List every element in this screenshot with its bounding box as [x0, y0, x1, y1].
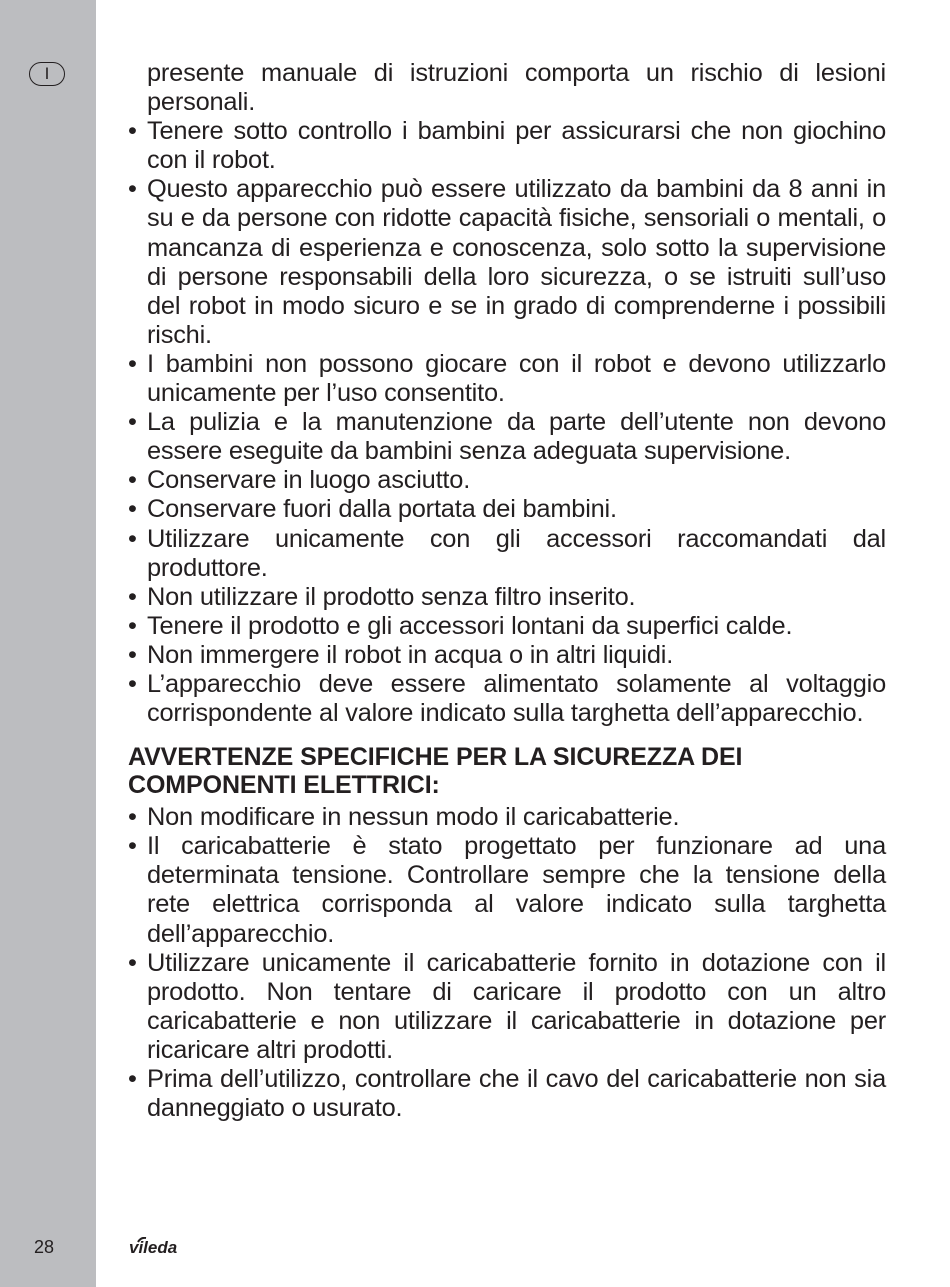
electrical-item-text: Il caricabatterie è stato progettato per funzionare ad una determinata tensione. Controllare sempre che la tensione della rete elettrica corrisponda al valore indicato sulla targhetta dell’apparecchio. [147, 832, 886, 948]
electrical-item [128, 1065, 886, 1123]
section-title-electrical: AVVERTENZE SPECIFICHE PER LA SICUREZZA DEI COMPONENTI ELETTRICI: [128, 743, 743, 800]
bullet-icon: • [128, 524, 137, 553]
bullet-icon: • [128, 582, 137, 611]
electrical-list [128, 803, 886, 1123]
bullet-icon: • [128, 495, 137, 524]
electrical-item [128, 832, 886, 948]
safety-item [128, 466, 886, 495]
bullet-icon: • [128, 175, 137, 204]
safety-item-text: Tenere il prodotto e gli accessori lontani da superfici calde. [147, 611, 793, 640]
electrical-item-text: Utilizzare unicamente il caricabatterie fornito in dotazione con il prodotto. Non tentare di caricare il prodotto con un altro caricabatterie e non utilizzare il caricabatterie in dotazione per ricaricare altri prodotti. [147, 948, 886, 1064]
safety-item-text: Non utilizzare il prodotto senza filtro inserito. [147, 582, 636, 611]
safety-item [128, 583, 886, 612]
logo-text: vileda [129, 1238, 178, 1257]
bullet-icon: • [128, 1065, 137, 1093]
safety-item [128, 117, 886, 175]
safety-item [128, 350, 886, 408]
page-number: 28 [34, 1237, 55, 1257]
safety-item-text: Questo apparecchio può essere utilizzato da bambini da 8 anni in su e da persone con ridotte capacità fisiche, sensoriali o mentali, o mancanza di esperienza e conoscenza, solo sotto la supervisione di persone responsabili della loro sicurezza, o se istruiti sull’uso del robot in modo sicuro e se in grado di comprenderne i possibili rischi. [147, 175, 886, 349]
bullet-icon: • [128, 117, 137, 146]
page-content [128, 59, 886, 1123]
bullet-icon: • [128, 466, 137, 495]
safety-item-text: L’apparecchio deve essere alimentato solamente al voltaggio corrispondente al valore indicato sulla targhetta dell’apparecchio. [147, 669, 886, 728]
bullet-icon: • [128, 611, 137, 640]
safety-list [128, 117, 886, 728]
language-badge: I [29, 62, 65, 86]
bullet-icon: • [128, 948, 137, 977]
safety-item [128, 175, 886, 350]
safety-item [128, 525, 886, 583]
electrical-item-text: Prima dell’utilizzo, controllare che il cavo del caricabatterie non sia danneggiato o usurato. [147, 1065, 886, 1123]
safety-item [128, 670, 886, 728]
safety-item-text: Conservare fuori dalla portata dei bambini. [147, 495, 617, 524]
intro-continuation [128, 59, 886, 117]
bullet-icon: • [128, 832, 137, 861]
safety-item [128, 612, 886, 641]
safety-item [128, 641, 886, 670]
safety-item-text: Conservare in luogo asciutto. [147, 466, 471, 495]
bullet-icon: • [128, 408, 137, 437]
safety-item [128, 408, 886, 466]
bullet-icon: • [128, 669, 137, 698]
bullet-icon: • [128, 349, 137, 378]
electrical-item-text: Non modificare in nessun modo il caricabatterie. [147, 803, 680, 832]
vileda-logo [128, 1237, 198, 1257]
intro-text: presente manuale di istruzioni comporta un rischio di lesioni personali. [147, 59, 886, 117]
bullet-icon: • [128, 640, 137, 669]
safety-item-text: Utilizzare unicamente con gli accessori raccomandati dal produttore. [147, 524, 886, 582]
safety-item-text: Non immergere il robot in acqua o in altri liquidi. [147, 640, 674, 669]
safety-item-text: La pulizia e la manutenzione da parte dell’utente non devono essere eseguite da bambini senza adeguata supervisione. [147, 408, 886, 466]
electrical-item [128, 803, 886, 832]
bullet-icon: • [128, 803, 137, 832]
safety-item-text: I bambini non possono giocare con il robot e devono utilizzarlo unicamente per l’uso consentito. [147, 349, 886, 408]
safety-item-text: Tenere sotto controllo i bambini per assicurarsi che non giochino con il robot. [147, 117, 886, 175]
electrical-item [128, 949, 886, 1065]
sidebar [0, 0, 96, 1287]
safety-item [128, 495, 886, 524]
